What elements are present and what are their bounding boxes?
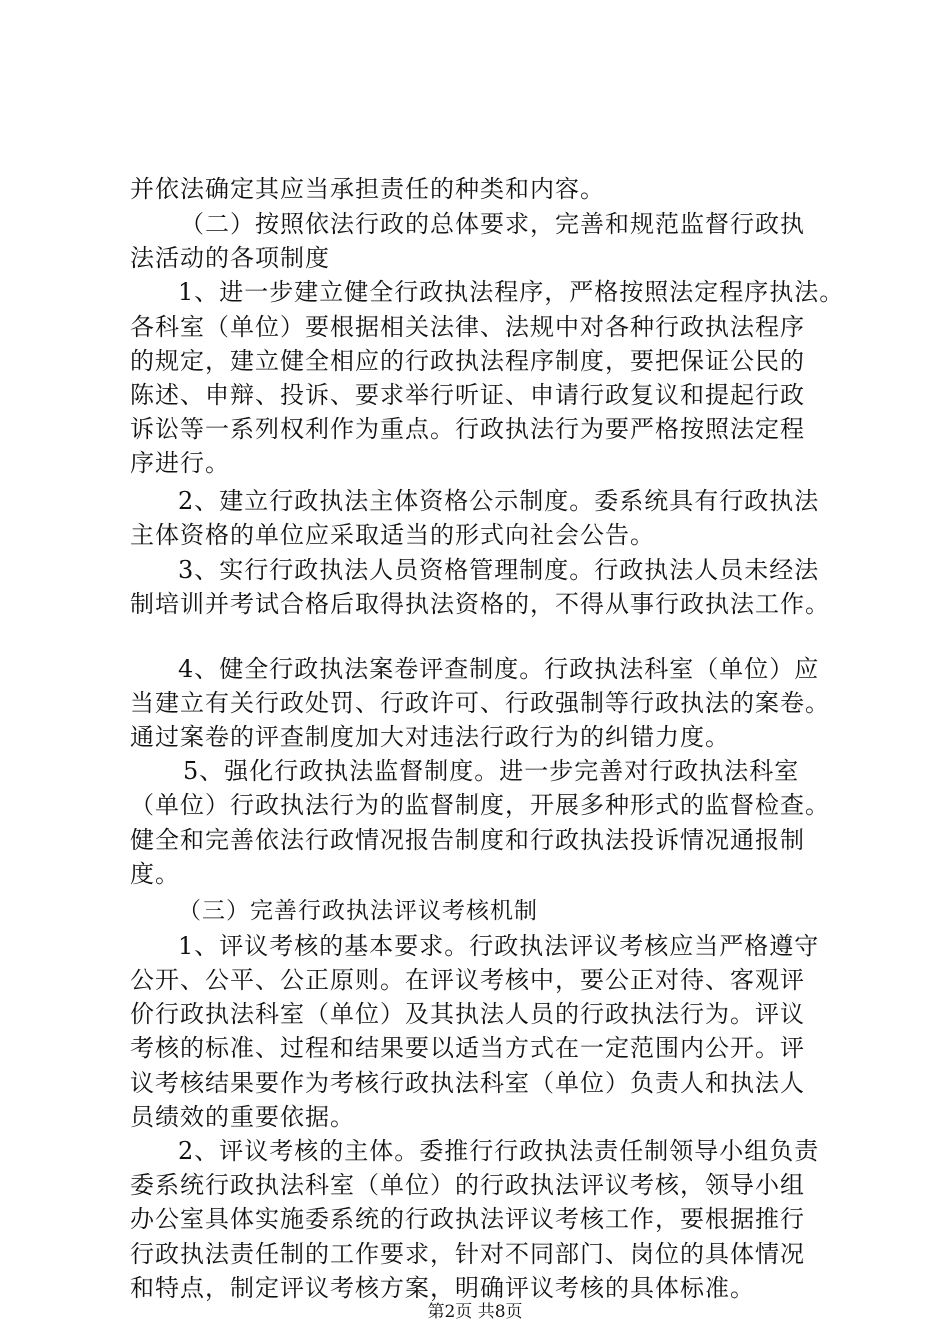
text-line: 委系统行政执法科室（单位）的行政执法评议考核，领导小组 [130, 1171, 805, 1199]
text-line: 当建立有关行政处罚、行政许可、行政强制等行政执法的案卷。 [130, 689, 830, 717]
text-line: 价行政执法科室（单位）及其执法人员的行政执法行为。评议 [130, 1000, 805, 1028]
text-line: 并依法确定其应当承担责任的种类和内容。 [130, 175, 605, 203]
text-line: （单位）行政执法行为的监督制度，开展多种形式的监督检查。 [130, 791, 830, 819]
text-line: 2、建立行政执法主体资格公示制度。委系统具有行政执法 [178, 487, 820, 515]
text-line: 3、实行行政执法人员资格管理制度。行政执法人员未经法 [178, 556, 820, 584]
text-line: 1、进一步建立健全行政执法程序，严格按照法定程序执法。 [178, 278, 845, 306]
text-line: 1、评议考核的基本要求。行政执法评议考核应当严格遵守 [178, 932, 820, 960]
text-line: 诉讼等一系列权利作为重点。行政执法行为要严格按照法定程 [130, 415, 805, 443]
text-line: 行政执法责任制的工作要求，针对不同部门、岗位的具体情况 [130, 1240, 805, 1268]
text-line: 各科室（单位）要根据相关法律、法规中对各种行政执法程序 [130, 313, 805, 341]
text-line: 议考核结果要作为考核行政执法科室（单位）负责人和执法人 [130, 1069, 805, 1097]
text-line: 4、健全行政执法案卷评查制度。行政执法科室（单位）应 [178, 655, 820, 683]
text-line: 员绩效的重要依据。 [130, 1103, 355, 1131]
text-line: 制培训并考试合格后取得执法资格的，不得从事行政执法工作。 [130, 590, 830, 618]
text-line: 考核的标准、过程和结果要以适当方式在一定范围内公开。评 [130, 1034, 805, 1062]
text-line: 办公室具体实施委系统的行政执法评议考核工作，要根据推行 [130, 1205, 805, 1233]
page-number: 第2页 共8页 [427, 1302, 523, 1322]
text-line: 健全和完善依法行政情况报告制度和行政执法投诉情况通报制 [130, 826, 805, 854]
text-line: 陈述、申辩、投诉、要求举行听证、申请行政复议和提起行政 [130, 381, 805, 409]
text-line: 公开、公平、公正原则。在评议考核中，要公正对待、客观评 [130, 966, 805, 994]
text-line: 序进行。 [130, 449, 230, 477]
text-line: 度。 [130, 860, 180, 888]
text-line: 和特点，制定评议考核方案，明确评议考核的具体标准。 [130, 1274, 755, 1302]
text-line: 的规定，建立健全相应的行政执法程序制度，要把保证公民的 [130, 347, 805, 375]
section-heading: （二）按照依法行政的总体要求，完善和规范监督行政执 [180, 210, 805, 238]
text-line: 通过案卷的评查制度加大对违法行政行为的纠错力度。 [130, 723, 730, 751]
section-heading: （三）完善行政执法评议考核机制 [178, 898, 538, 924]
text-line: 2、评议考核的主体。委推行行政执法责任制领导小组负责 [178, 1137, 820, 1165]
section-heading: 法活动的各项制度 [130, 244, 330, 272]
text-line: 主体资格的单位应采取适当的形式向社会公告。 [130, 521, 655, 549]
text-line: 5、强化行政执法监督制度。进一步完善对行政执法科室 [183, 757, 800, 785]
